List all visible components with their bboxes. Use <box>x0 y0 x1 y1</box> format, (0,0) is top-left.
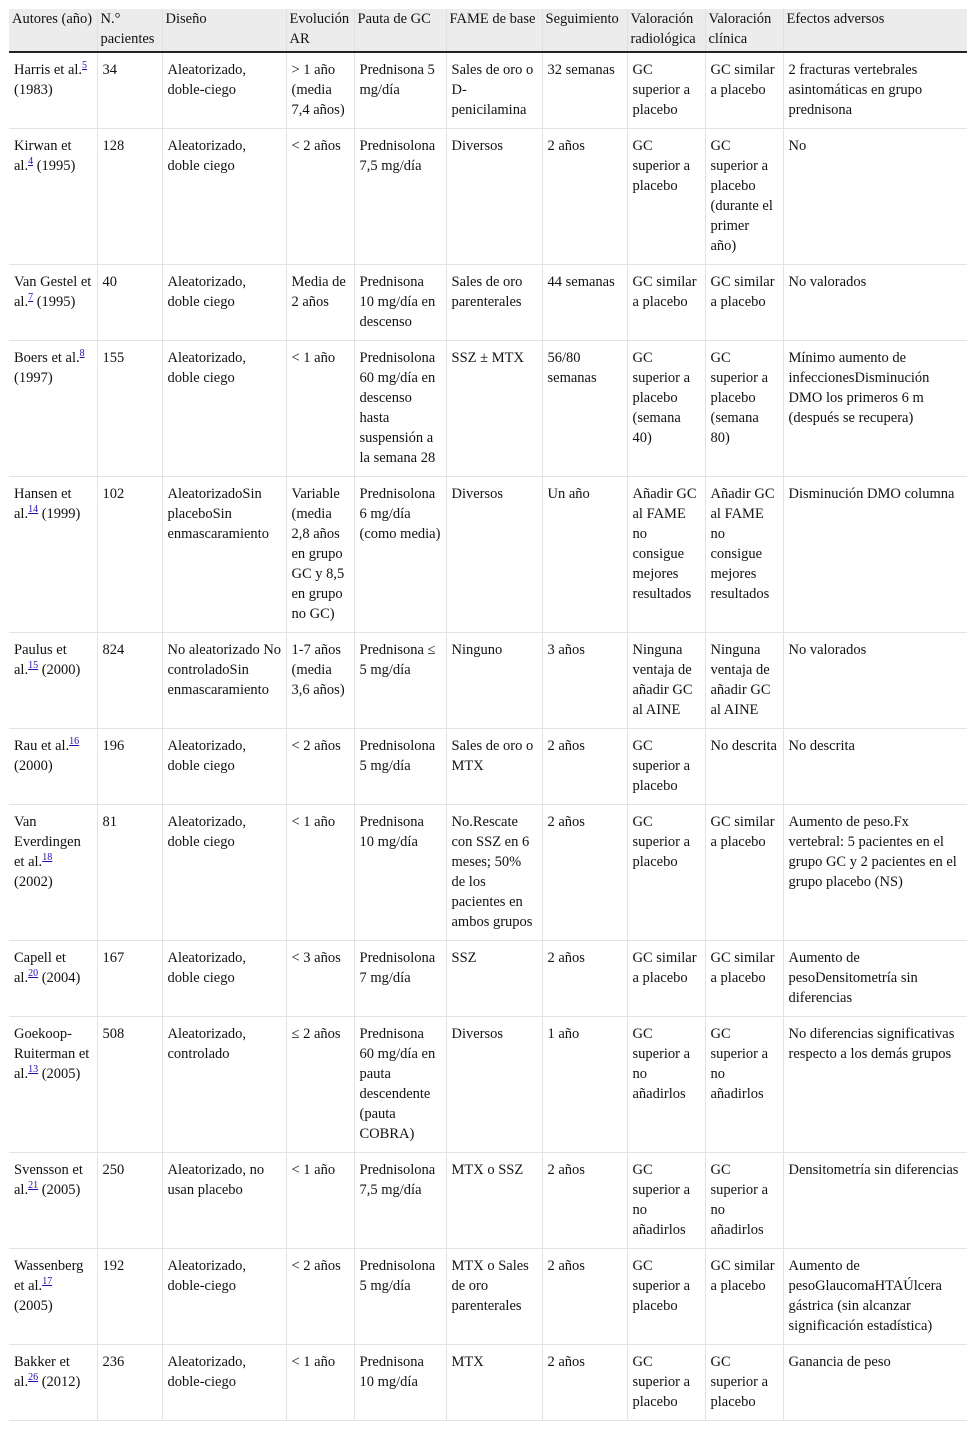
pauta-cell: Prednisona 5 mg/día <box>354 52 446 129</box>
seguimiento-cell: 2 años <box>542 805 627 941</box>
clinica-cell: GC superior a no añadirlos <box>705 1017 783 1153</box>
radiologica-cell: GC superior a no añadirlos <box>627 1017 705 1153</box>
fame-cell: Diversos <box>446 1017 542 1153</box>
diseno-cell: Aleatorizado, doble-ciego <box>162 52 286 129</box>
fame-cell: Sales de oro parenterales <box>446 265 542 341</box>
evolucion-cell: Variable (media 2,8 años en grupo GC y 8,5 en grupo no GC) <box>286 477 354 633</box>
reference-link[interactable]: 18 <box>42 852 53 864</box>
reference-link[interactable]: 13 <box>28 1064 39 1076</box>
author-year: (2005) <box>38 1182 81 1198</box>
author-year: (1995) <box>33 158 76 174</box>
author-name: Boers et al. <box>14 350 80 366</box>
evolucion-cell: < 1 año <box>286 1153 354 1249</box>
pacientes-cell: 192 <box>97 1249 162 1345</box>
evolucion-cell: < 1 año <box>286 805 354 941</box>
reference-link[interactable]: 16 <box>69 736 80 748</box>
pauta-cell: Prednisolona 6 mg/día (como media) <box>354 477 446 633</box>
radiologica-cell: Añadir GC al FAME no consigue mejores resultados <box>627 477 705 633</box>
radiologica-cell: GC superior a placebo <box>627 52 705 129</box>
author-cell <box>9 1345 97 1421</box>
pauta-cell: Prednisona 10 mg/día <box>354 805 446 941</box>
reference-link[interactable]: 21 <box>28 1180 39 1192</box>
clinica-cell: GC superior a placebo (semana 80) <box>705 341 783 477</box>
evolucion-cell: < 2 años <box>286 729 354 805</box>
author-name: Capell et al. <box>14 950 66 986</box>
author-cell <box>9 1249 97 1345</box>
table-row <box>9 129 967 265</box>
fame-cell: Diversos <box>446 129 542 265</box>
author-cell <box>9 265 97 341</box>
pauta-cell: Prednisona ≤ 5 mg/día <box>354 633 446 729</box>
pauta-cell: Prednisolona 7,5 mg/día <box>354 1153 446 1249</box>
evolucion-cell: > 1 año (media 7,4 años) <box>286 52 354 129</box>
pacientes-cell: 102 <box>97 477 162 633</box>
evolucion-cell: < 2 años <box>286 129 354 265</box>
pacientes-cell: 824 <box>97 633 162 729</box>
seguimiento-cell: 2 años <box>542 941 627 1017</box>
pacientes-cell: 128 <box>97 129 162 265</box>
author-year: (2004) <box>38 970 81 986</box>
radiologica-cell: Ninguna ventaja de añadir GC al AINE <box>627 633 705 729</box>
diseno-cell: Aleatorizado, controlado <box>162 1017 286 1153</box>
pacientes-cell: 196 <box>97 729 162 805</box>
diseno-cell: Aleatorizado, doble ciego <box>162 129 286 265</box>
seguimiento-cell: 44 semanas <box>542 265 627 341</box>
author-year: (1995) <box>33 294 76 310</box>
fame-cell: Sales de oro o MTX <box>446 729 542 805</box>
table-row <box>9 1017 967 1153</box>
author-year: (1983) <box>14 82 53 98</box>
seguimiento-cell: 2 años <box>542 1345 627 1421</box>
fame-cell: Ninguno <box>446 633 542 729</box>
efectos-cell: No descrita <box>783 729 967 805</box>
header-radiologica: Valoración radiológica <box>627 9 705 52</box>
author-cell <box>9 633 97 729</box>
radiologica-cell: GC superior a placebo <box>627 729 705 805</box>
seguimiento-cell: 2 años <box>542 129 627 265</box>
efectos-cell: No diferencias significativas respecto a los demás grupos <box>783 1017 967 1153</box>
header-efectos: Efectos adversos <box>783 9 967 52</box>
reference-link[interactable]: 5 <box>82 60 88 72</box>
diseno-cell: Aleatorizado, doble ciego <box>162 941 286 1017</box>
clinica-cell: GC similar a placebo <box>705 805 783 941</box>
reference-link[interactable]: 20 <box>28 968 39 980</box>
diseno-cell: No aleatorizado No controladoSin enmascaramiento <box>162 633 286 729</box>
radiologica-cell: GC superior a placebo <box>627 1249 705 1345</box>
author-name: Paulus et al. <box>14 642 67 678</box>
reference-link[interactable]: 7 <box>28 292 34 304</box>
table-row <box>9 805 967 941</box>
pacientes-cell: 167 <box>97 941 162 1017</box>
pacientes-cell: 508 <box>97 1017 162 1153</box>
pacientes-cell: 250 <box>97 1153 162 1249</box>
pacientes-cell: 40 <box>97 265 162 341</box>
reference-link[interactable]: 4 <box>28 156 34 168</box>
radiologica-cell: GC superior a placebo <box>627 805 705 941</box>
author-year: (1999) <box>38 506 81 522</box>
radiologica-cell: GC similar a placebo <box>627 941 705 1017</box>
reference-link[interactable]: 26 <box>28 1372 39 1384</box>
diseno-cell: Aleatorizado, no usan placebo <box>162 1153 286 1249</box>
clinica-cell: Ninguna ventaja de añadir GC al AINE <box>705 633 783 729</box>
header-autores: Autores (año) <box>9 9 97 52</box>
evolucion-cell: < 2 años <box>286 1249 354 1345</box>
reference-link[interactable]: 15 <box>28 660 39 672</box>
header-evolucion: Evolución AR <box>286 9 354 52</box>
table-row <box>9 52 967 129</box>
pauta-cell: Prednisolona 5 mg/día <box>354 1249 446 1345</box>
efectos-cell: 2 fracturas vertebrales asintomáticas en grupo prednisona <box>783 52 967 129</box>
author-cell <box>9 477 97 633</box>
diseno-cell: Aleatorizado, doble-ciego <box>162 1249 286 1345</box>
table-row <box>9 1345 967 1421</box>
author-cell <box>9 1153 97 1249</box>
efectos-cell: Densitometría sin diferencias <box>783 1153 967 1249</box>
reference-link[interactable]: 8 <box>79 348 85 360</box>
efectos-cell: No valorados <box>783 633 967 729</box>
diseno-cell: Aleatorizado, doble-ciego <box>162 1345 286 1421</box>
author-name: Hansen et al. <box>14 486 72 522</box>
author-year: (2005) <box>14 1298 53 1314</box>
pacientes-cell: 155 <box>97 341 162 477</box>
pauta-cell: Prednisona 60 mg/día en pauta descendente (pauta COBRA) <box>354 1017 446 1153</box>
author-name: Goekoop-Ruiterman et al. <box>14 1026 90 1082</box>
author-year: (2002) <box>14 874 53 890</box>
clinica-cell: GC superior a placebo <box>705 1345 783 1421</box>
radiologica-cell: GC similar a placebo <box>627 265 705 341</box>
diseno-cell: Aleatorizado, doble ciego <box>162 265 286 341</box>
evolucion-cell: < 1 año <box>286 341 354 477</box>
table-row <box>9 477 967 633</box>
efectos-cell: Aumento de pesoDensitometría sin diferencias <box>783 941 967 1017</box>
efectos-cell: Ganancia de peso <box>783 1345 967 1421</box>
clinica-cell: GC similar a placebo <box>705 941 783 1017</box>
radiologica-cell: GC superior a placebo <box>627 1345 705 1421</box>
fame-cell: MTX o SSZ <box>446 1153 542 1249</box>
fame-cell: No.Rescate con SSZ en 6 meses; 50% de los pacientes en ambos grupos <box>446 805 542 941</box>
pauta-cell: Prednisona 10 mg/día en descenso <box>354 265 446 341</box>
pauta-cell: Prednisolona 7,5 mg/día <box>354 129 446 265</box>
efectos-cell: Mínimo aumento de infeccionesDisminución DMO los primeros 6 m (después se recupera) <box>783 341 967 477</box>
header-fame: FAME de base <box>446 9 542 52</box>
pacientes-cell: 81 <box>97 805 162 941</box>
author-name: Van Gestel et al. <box>14 274 92 310</box>
efectos-cell: Aumento de pesoGlaucomaHTAÚlcera gástrica (sin alcanzar significación estadística) <box>783 1249 967 1345</box>
header-clinica: Valoración clínica <box>705 9 783 52</box>
pauta-cell: Prednisolona 60 mg/día en descenso hasta suspensión a la semana 28 <box>354 341 446 477</box>
author-year: (2000) <box>14 758 53 774</box>
reference-link[interactable]: 14 <box>28 504 39 516</box>
author-cell <box>9 729 97 805</box>
author-cell <box>9 129 97 265</box>
evolucion-cell: < 3 años <box>286 941 354 1017</box>
author-name: Harris et al. <box>14 62 83 78</box>
author-name: Svensson et al. <box>14 1162 83 1198</box>
diseno-cell: Aleatorizado, doble ciego <box>162 341 286 477</box>
table-row <box>9 941 967 1017</box>
author-name: Kirwan et al. <box>14 138 72 174</box>
clinica-cell: GC superior a placebo (durante el primer año) <box>705 129 783 265</box>
fame-cell: SSZ ± MTX <box>446 341 542 477</box>
author-year: (1997) <box>14 370 53 386</box>
efectos-cell: Aumento de peso.Fx vertebral: 5 pacientes en el grupo GC y 2 pacientes en el grupo placebo (NS) <box>783 805 967 941</box>
fame-cell: SSZ <box>446 941 542 1017</box>
efectos-cell: Disminución DMO columna <box>783 477 967 633</box>
seguimiento-cell: 2 años <box>542 1153 627 1249</box>
header-diseno: Diseño <box>162 9 286 52</box>
evolucion-cell: Media de 2 años <box>286 265 354 341</box>
reference-link[interactable]: 17 <box>42 1276 53 1288</box>
fame-cell: MTX o Sales de oro parenterales <box>446 1249 542 1345</box>
seguimiento-cell: 32 semanas <box>542 52 627 129</box>
radiologica-cell: GC superior a placebo <box>627 129 705 265</box>
fame-cell: MTX <box>446 1345 542 1421</box>
clinica-cell: GC similar a placebo <box>705 265 783 341</box>
efectos-cell: No <box>783 129 967 265</box>
author-year: (2005) <box>38 1066 81 1082</box>
table-row <box>9 633 967 729</box>
pauta-cell: Prednisolona 7 mg/día <box>354 941 446 1017</box>
diseno-cell: Aleatorizado, doble ciego <box>162 729 286 805</box>
author-name: Rau et al. <box>14 738 70 754</box>
header-row <box>9 9 967 52</box>
header-seguimiento: Seguimiento <box>542 9 627 52</box>
clinica-cell: GC superior a no añadirlos <box>705 1153 783 1249</box>
pauta-cell: Prednisolona 5 mg/día <box>354 729 446 805</box>
seguimiento-cell: 2 años <box>542 729 627 805</box>
diseno-cell: AleatorizadoSin placeboSin enmascaramiento <box>162 477 286 633</box>
author-cell <box>9 805 97 941</box>
author-year: (2012) <box>38 1374 81 1390</box>
pauta-cell: Prednisona 10 mg/día <box>354 1345 446 1421</box>
fame-cell: Sales de oro o D-penicilamina <box>446 52 542 129</box>
header-pauta: Pauta de GC <box>354 9 446 52</box>
author-name: Wassenberg et al. <box>14 1258 84 1294</box>
radiologica-cell: GC superior a no añadirlos <box>627 1153 705 1249</box>
table-body <box>9 52 967 1421</box>
fame-cell: Diversos <box>446 477 542 633</box>
author-cell <box>9 941 97 1017</box>
seguimiento-cell: 2 años <box>542 1249 627 1345</box>
evolucion-cell: < 1 año <box>286 1345 354 1421</box>
table-row <box>9 265 967 341</box>
clinica-cell: GC similar a placebo <box>705 52 783 129</box>
evolucion-cell: 1-7 años (media 3,6 años) <box>286 633 354 729</box>
pacientes-cell: 34 <box>97 52 162 129</box>
table-row <box>9 729 967 805</box>
clinica-cell: Añadir GC al FAME no consigue mejores resultados <box>705 477 783 633</box>
efectos-cell: No valorados <box>783 265 967 341</box>
header-pacientes: N.° pacientes <box>97 9 162 52</box>
radiologica-cell: GC superior a placebo (semana 40) <box>627 341 705 477</box>
table-row <box>9 1153 967 1249</box>
table-row <box>9 341 967 477</box>
seguimiento-cell: 1 año <box>542 1017 627 1153</box>
author-year: (2000) <box>38 662 81 678</box>
author-name: Van Everdingen et al. <box>14 814 81 870</box>
author-name: Bakker et al. <box>14 1354 70 1390</box>
seguimiento-cell: 56/80 semanas <box>542 341 627 477</box>
evolucion-cell: ≤ 2 años <box>286 1017 354 1153</box>
pacientes-cell: 236 <box>97 1345 162 1421</box>
author-cell <box>9 341 97 477</box>
seguimiento-cell: Un año <box>542 477 627 633</box>
clinica-cell: GC similar a placebo <box>705 1249 783 1345</box>
table-container <box>9 9 967 1421</box>
seguimiento-cell: 3 años <box>542 633 627 729</box>
clinica-cell: No descrita <box>705 729 783 805</box>
table-row <box>9 1249 967 1345</box>
diseno-cell: Aleatorizado, doble ciego <box>162 805 286 941</box>
studies-table <box>9 9 967 1421</box>
author-cell <box>9 52 97 129</box>
author-cell <box>9 1017 97 1153</box>
